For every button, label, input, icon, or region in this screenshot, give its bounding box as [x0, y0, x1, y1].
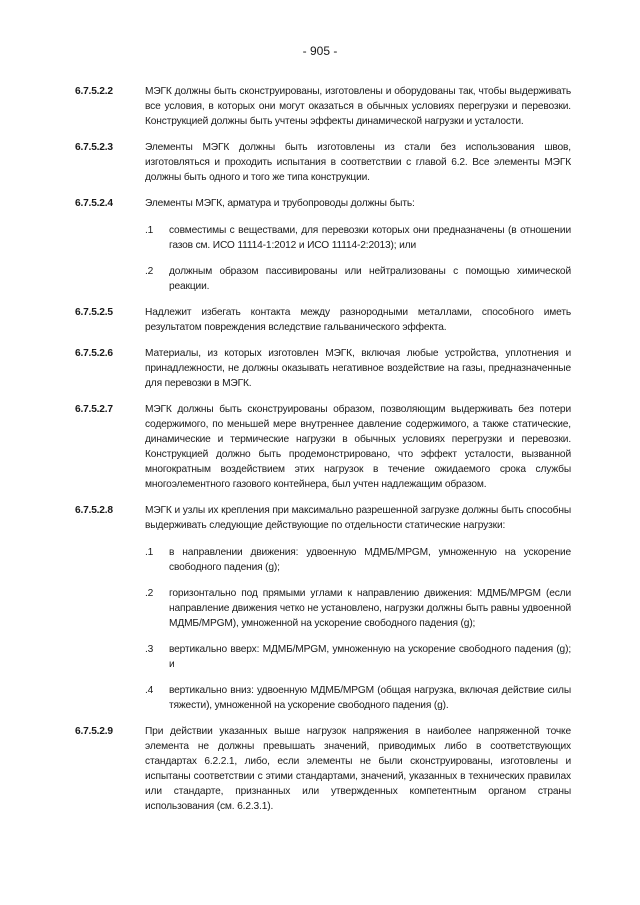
paragraph-6-7-5-2-8 — [75, 503, 571, 713]
paragraph-6-7-5-2-2 — [75, 84, 571, 129]
paragraph-number: 6.7.5.2.8 — [75, 505, 113, 516]
paragraph-number: 6.7.5.2.2 — [75, 86, 113, 97]
subitem-number: .1 — [145, 225, 154, 236]
paragraph-number: 6.7.5.2.6 — [75, 348, 113, 359]
paragraph-text: МЭГК должны быть сконструированы, изготовлены и оборудованы так, чтобы выдерживать все условия, в которых они могут оказаться в обычных условиях перегрузки и перевозки. Конструкцией должны быть учтены эффекты динамической нагрузки и усталости. — [145, 86, 571, 127]
paragraph-number: 6.7.5.2.7 — [75, 404, 113, 415]
subitem — [145, 642, 571, 672]
subitem-list — [145, 545, 571, 713]
document-body — [75, 84, 571, 825]
paragraph-text: Элементы МЭГК, арматура и трубопроводы должны быть: — [145, 198, 415, 209]
paragraph-text: МЭГК должны быть сконструированы образом, позволяющим выдерживать без потери содержимого, по меньшей мере внутреннее давление содержимого, а также статические, динамические и термические нагрузки в обычных условиях перегрузки и перевозки. Конструкцией должно быть продемонстрировано, что эффект усталости, вызванной многократным воздействием этих нагрузок в течение ожидаемого срока службы многоэлементного газового контейнера, был учтен надлежащим образом. — [145, 404, 571, 490]
paragraph-text: При действии указанных выше нагрузок напряжения в наиболее напряженной точке элемента не должны превышать значений, приводимых либо в соответствующих стандартах 6.2.2.1, либо, если элементы не были сконструированы, изготовлены и испытаны соответствии с этими стандартами, значений, указанных в технических правилах или стандарте, признанных или утвержденных компетентным органом страны использования (см. 6.2.3.1). — [145, 726, 571, 812]
subitem-text: вертикально вниз: удвоенную МДМБ/MPGM (общая нагрузка, включая действие силы тяжести), умноженной на ускорение свободного падения (g). — [169, 685, 571, 711]
subitem-number: .2 — [145, 266, 154, 277]
subitem-text: в направлении движения: удвоенную МДМБ/MPGM, умноженную на ускорение свободного падения (g); — [169, 547, 571, 573]
paragraph-number: 6.7.5.2.9 — [75, 726, 113, 737]
subitem — [145, 683, 571, 713]
paragraph-number: 6.7.5.2.3 — [75, 142, 113, 153]
subitem — [145, 223, 571, 253]
paragraph-6-7-5-2-5 — [75, 305, 571, 335]
subitem-text: горизонтально под прямыми углами к направлению движения: МДМБ/MPGM (если направление движения четко не установлено, нагрузки должны быть равны удвоенной МДМБ/MPGM), умноженной на ускорение свободного падения (g); — [169, 588, 571, 629]
subitem — [145, 586, 571, 631]
paragraph-6-7-5-2-9 — [75, 724, 571, 814]
paragraph-number: 6.7.5.2.5 — [75, 307, 113, 318]
paragraph-6-7-5-2-7 — [75, 402, 571, 492]
subitem — [145, 545, 571, 575]
subitem-number: .4 — [145, 685, 154, 696]
subitem-number: .3 — [145, 644, 154, 655]
paragraph-body — [145, 503, 571, 713]
paragraph-6-7-5-2-4 — [75, 196, 571, 294]
paragraph-text: Надлежит избегать контакта между разнородными металлами, способного иметь результатом повреждения вследствие гальванического эффекта. — [145, 307, 571, 333]
subitem-list — [145, 223, 571, 294]
paragraph-6-7-5-2-6 — [75, 346, 571, 391]
paragraph-number: 6.7.5.2.4 — [75, 198, 113, 209]
subitem-number: .2 — [145, 588, 154, 599]
subitem-number: .1 — [145, 547, 154, 558]
page-number: - 905 - — [302, 44, 338, 58]
subitem — [145, 264, 571, 294]
paragraph-6-7-5-2-3 — [75, 140, 571, 185]
paragraph-text: Элементы МЭГК должны быть изготовлены из стали без использования швов, изготовляться и проходить испытания в соответствии с главой 6.2. Все элементы МЭГК должны быть одного и того же типа конструкции. — [145, 142, 571, 183]
paragraph-text: МЭГК и узлы их крепления при максимально разрешенной загрузке должны быть способны выдерживать следующие действующие по отдельности статические нагрузки: — [145, 505, 571, 531]
subitem-text: вертикально вверх: МДМБ/MPGM, умноженную на ускорение свободного падения (g); и — [169, 644, 571, 670]
subitem-text: совместимы с веществами, для перевозки которых они предназначены (в отношении газов см. ИСО 11114-1:2012 и ИСО 11114-2:2013); или — [169, 225, 571, 251]
subitem-text: должным образом пассивированы или нейтрализованы с помощью химической реакции. — [169, 266, 571, 292]
paragraph-text: Материалы, из которых изготовлен МЭГК, включая любые устройства, уплотнения и принадлежности, не должны оказывать негативное воздействие на газы, предназначенные для перевозки в МЭГК. — [145, 348, 571, 389]
paragraph-body — [145, 196, 571, 294]
